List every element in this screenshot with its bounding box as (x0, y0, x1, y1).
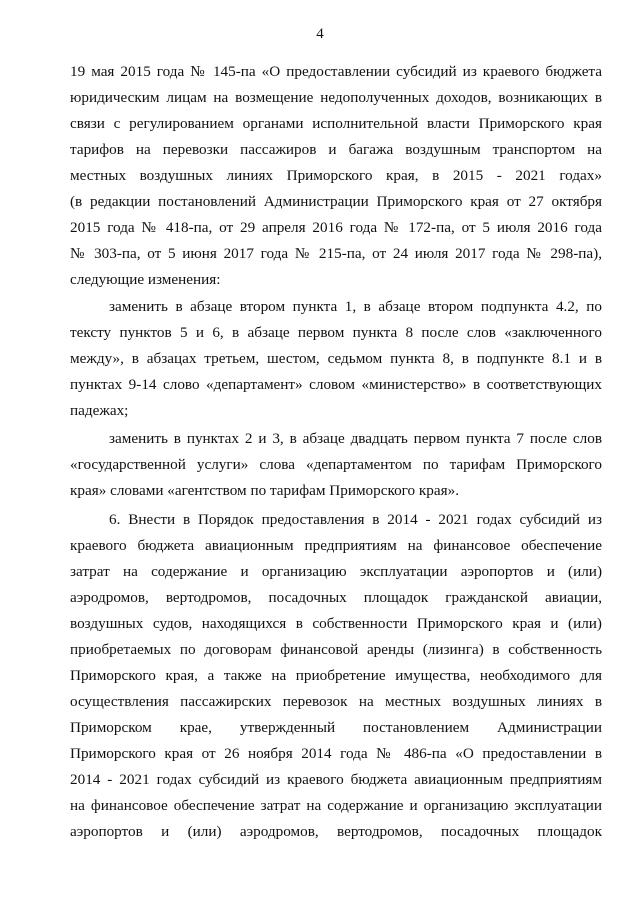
text-line: связи с регулированием органами исполнительной власти Приморского края (70, 115, 602, 132)
text-line: юридическим лицам на возмещение недополученных доходов, возникающих в (70, 89, 602, 106)
text-line: 2014 - 2021 годах субсидий из краевого бюджета авиационным предприятиям (70, 771, 602, 788)
text-line: следующие изменения: (70, 271, 221, 288)
text-line: аэропортов и (или) аэродромов, вертодромов, посадочных площадок (70, 823, 602, 840)
page-number: 4 (316, 26, 324, 42)
text-line: заменить в пунктах 2 и 3, в абзаце двадцать первом пункта 7 после слов (109, 430, 602, 447)
text-line: 2015 года № 418-па, от 29 апреля 2016 года № 172-па, от 5 июля 2016 года (70, 219, 602, 236)
text-line: воздушных судов, находящихся в собственности Приморского края и (или) (70, 615, 602, 632)
text-line: 19 мая 2015 года № 145-па «О предоставлении субсидий из краевого бюджета (70, 63, 602, 80)
text-line: затрат на содержание и организацию эксплуатации аэропортов и (или) (70, 563, 602, 580)
text-line: Приморского края, а также на приобретение имущества, необходимого для (70, 667, 602, 684)
text-line: края» словами «агентством по тарифам Приморского края». (70, 482, 460, 499)
text-line: тексту пунктов 5 и 6, в абзаце первом пункта 8 после слов «заключенного (70, 324, 602, 341)
text-line: пунктах 9-14 слово «департамент» словом «министерство» в соответствующих (70, 376, 602, 393)
text-line: 6. Внести в Порядок предоставления в 2014 - 2021 годах субсидий из (109, 511, 602, 528)
text-line: местных воздушных линиях Приморского края, в 2015 - 2021 годах» (70, 167, 602, 184)
text-line: № 303-па, от 5 июня 2017 года № 215-па, от 24 июля 2017 года № 298-па), (70, 245, 602, 262)
text-line: падежах; (70, 402, 129, 419)
text-line: «государственной услуги» слова «департаментом по тарифам Приморского (70, 456, 602, 473)
text-line: осуществления пассажирских перевозок на местных воздушных линиях в (70, 693, 602, 710)
text-line: заменить в абзаце втором пункта 1, в абзаце втором подпункта 4.2, по (109, 298, 602, 315)
text-line: (в редакции постановлений Администрации Приморского края от 27 октября (70, 193, 602, 210)
text-line: Приморском крае, утвержденный постановлением Администрации (70, 719, 602, 736)
text-line: Приморского края от 26 ноября 2014 года № 486-па «О предоставлении в (70, 745, 602, 762)
text-line: краевого бюджета авиационным предприятиям на финансовое обеспечение (70, 537, 602, 554)
text-line: на финансовое обеспечение затрат на содержание и организацию эксплуатации (70, 797, 602, 814)
text-line: аэродромов, вертодромов, посадочных площадок гражданской авиации, (70, 589, 602, 606)
text-line: приобретаемых по договорам финансовой аренды (лизинга) в собственность (70, 641, 602, 658)
text-line: между», в абзацах третьем, шестом, седьмом пункта 8, в подпункте 8.1 и в (70, 350, 602, 367)
text-line: тарифов на перевозки пассажиров и багажа воздушным транспортом на (70, 141, 602, 158)
